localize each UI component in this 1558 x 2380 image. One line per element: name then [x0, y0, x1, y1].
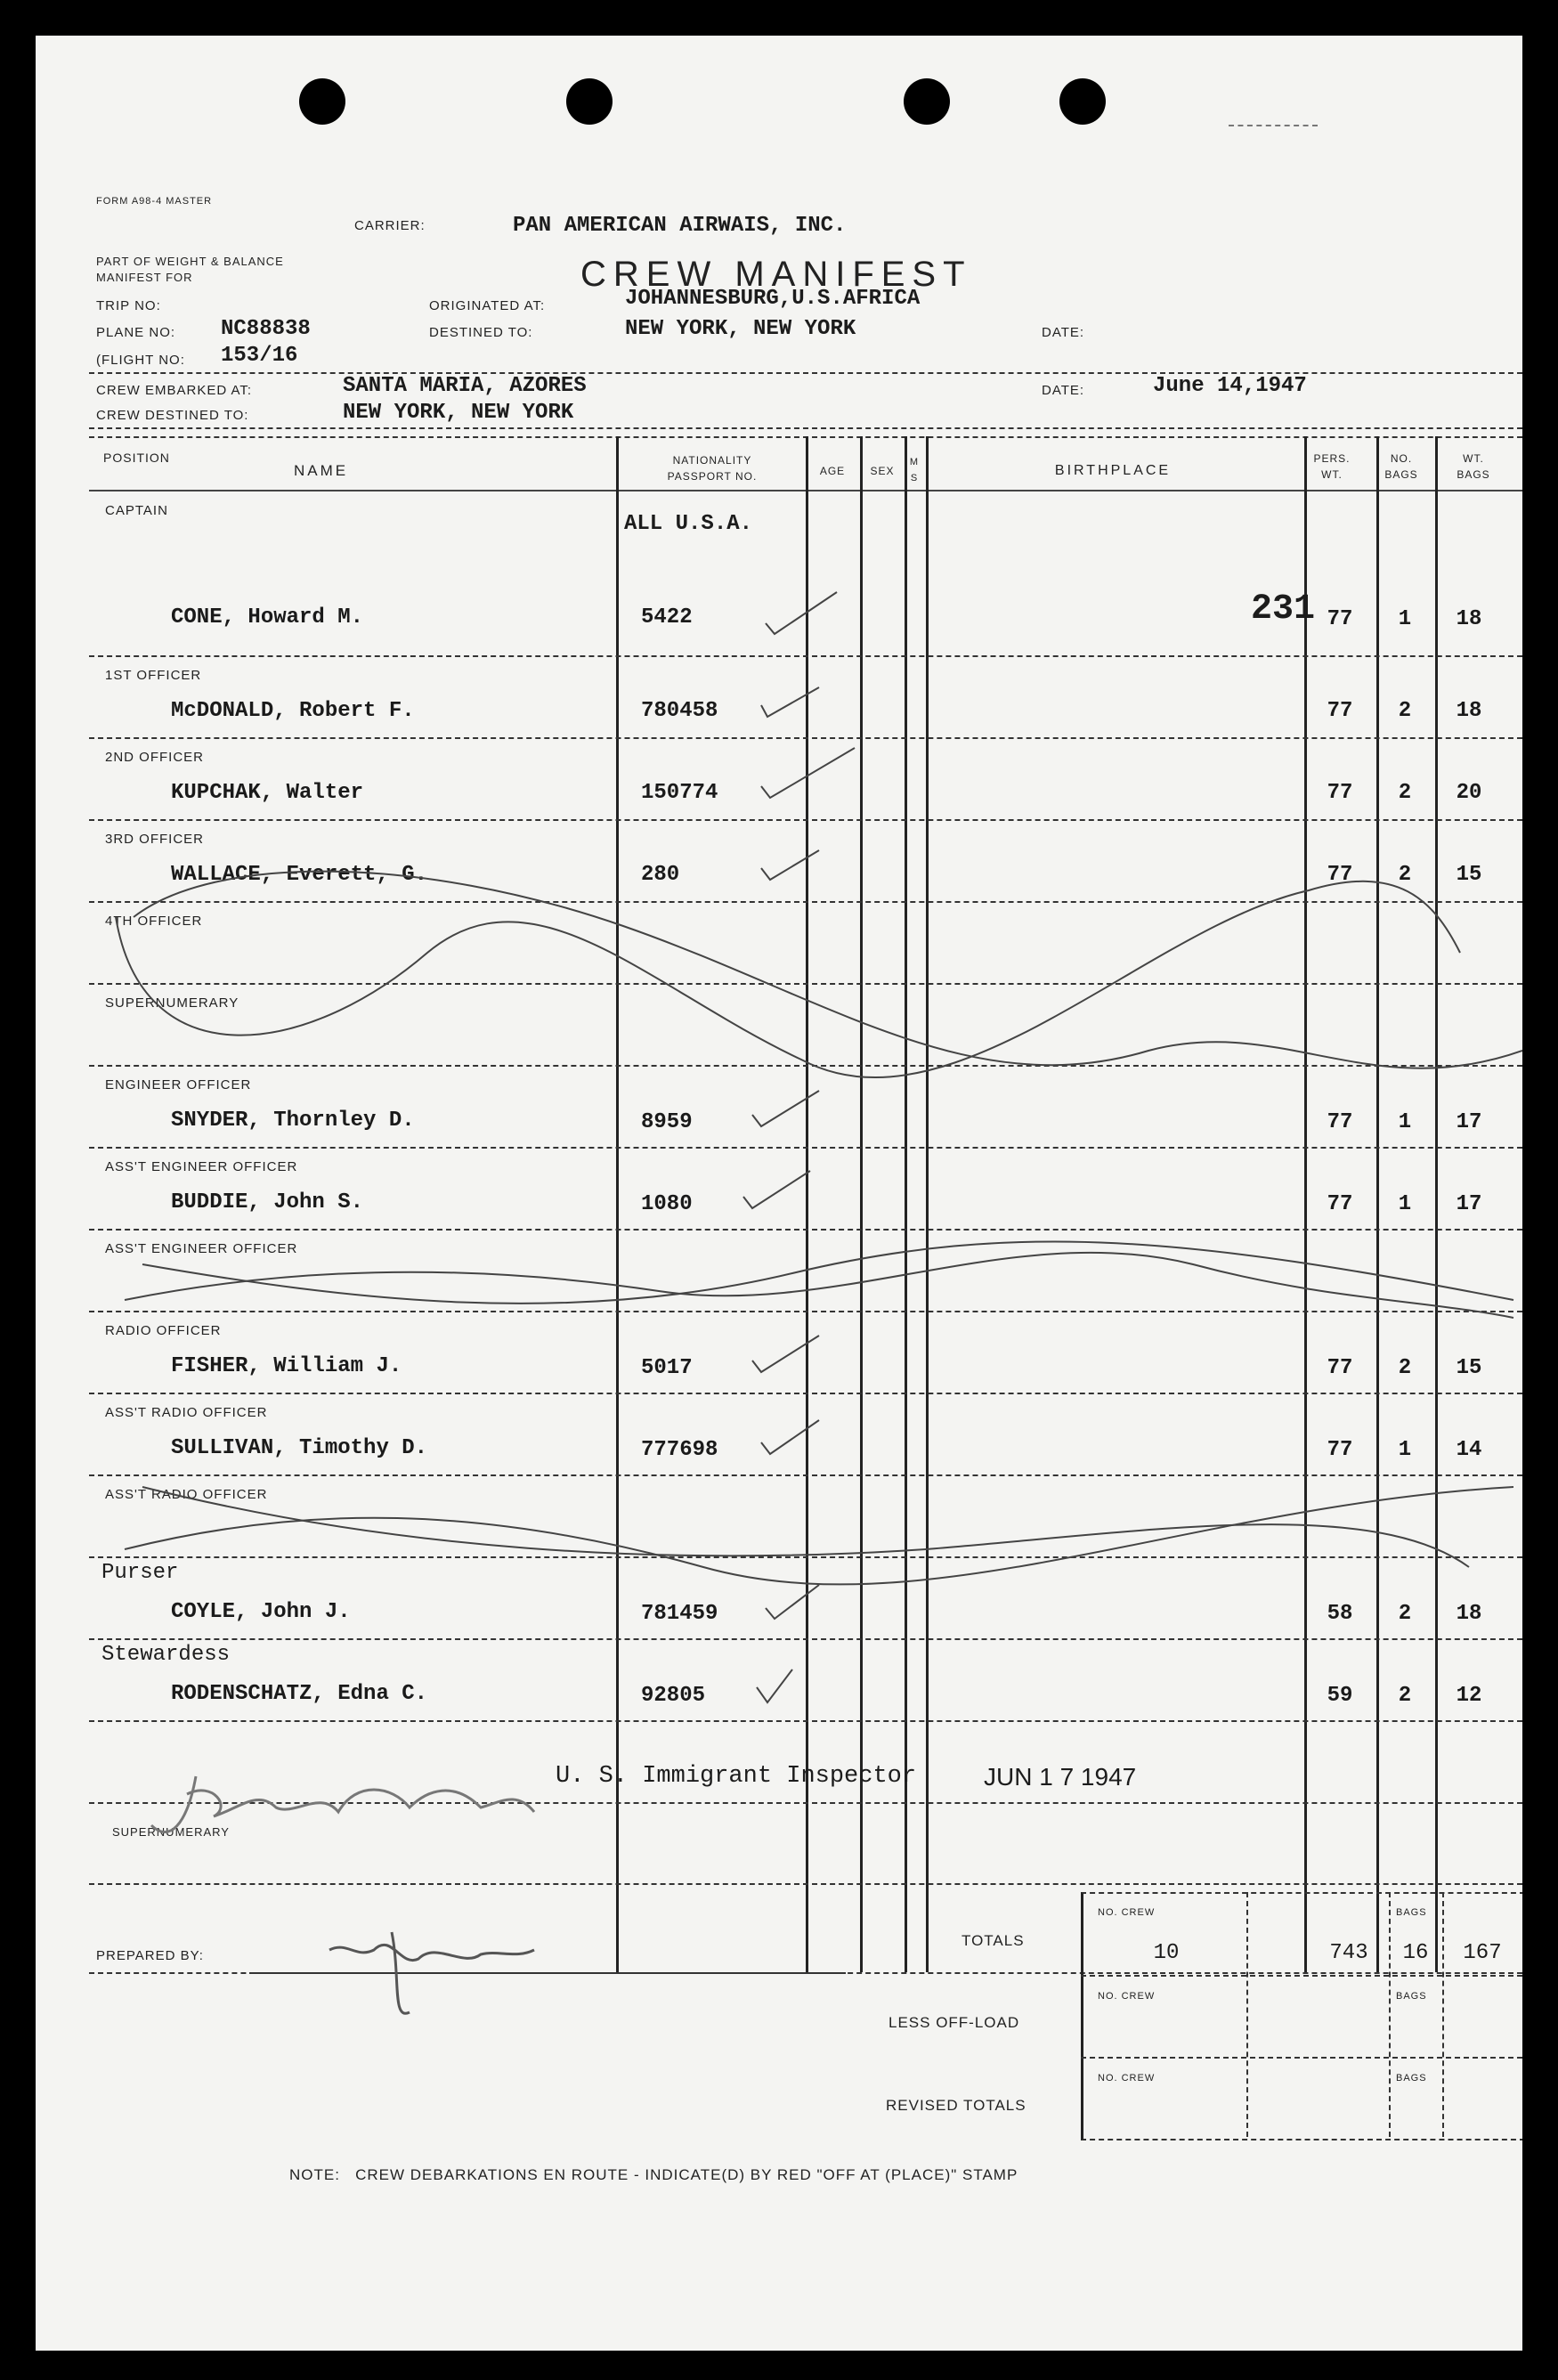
total-crew: 10 [1153, 1941, 1180, 1965]
row-position: 3RD OFFICER [105, 832, 205, 847]
row-pers-wt: 77 [1327, 1192, 1353, 1216]
row-no-bags: 2 [1398, 863, 1412, 887]
row-passport: 781459 [641, 1602, 718, 1626]
cancel-stroke [134, 872, 1522, 1068]
inspector-signature [151, 1776, 534, 1832]
less-no-crew-label: NO. CREW [1098, 1991, 1156, 2002]
col-age: AGE [819, 465, 846, 477]
row-no-bags: 2 [1398, 699, 1412, 723]
col-birthplace: BIRTHPLACE [1054, 463, 1172, 478]
check-mark [761, 687, 819, 717]
check-mark [752, 1336, 819, 1372]
manifest-for-label: MANIFEST FOR [96, 271, 193, 284]
row-position: 4TH OFFICER [105, 914, 203, 929]
inspector-text: U. S. Immigrant Inspector [556, 1763, 917, 1790]
embarked-value: SANTA MARIA, AZORES [343, 374, 587, 398]
col-position: POSITION [103, 451, 170, 465]
annotation-231: 231 [1251, 589, 1316, 630]
row-wt-bags: 12 [1456, 1684, 1482, 1708]
row-pers-wt: 77 [1327, 1110, 1353, 1134]
total-wt: 743 [1329, 1941, 1368, 1965]
row-no-bags: 1 [1398, 607, 1412, 631]
row-passport: 8959 [641, 1110, 693, 1134]
check-mark [761, 1420, 819, 1454]
carrier-value: PAN AMERICAN AIRWAIS, INC. [513, 214, 847, 238]
plane-no-label: PLANE NO: [96, 325, 176, 340]
row-name: KUPCHAK, Walter [171, 781, 364, 805]
row-pers-wt: 59 [1327, 1684, 1353, 1708]
row-name: WALLACE, Everett, G. [171, 863, 428, 887]
prepared-by-label: PREPARED BY: [96, 1948, 204, 1963]
row-passport: 280 [641, 863, 680, 887]
revised-totals-label: REVISED TOTALS [886, 2097, 1026, 2114]
row-position: SUPERNUMERARY [105, 995, 239, 1011]
col-pers-wt: PERS. WT. [1313, 452, 1351, 481]
row-pers-wt: 58 [1327, 1602, 1353, 1626]
row-position: 2ND OFFICER [105, 750, 205, 765]
manifest-title: CREW MANIFEST [580, 255, 972, 294]
col-nationality: NATIONALITY [672, 454, 752, 467]
row-wt-bags: 15 [1456, 863, 1482, 887]
row-name: CONE, Howard M. [171, 605, 364, 630]
totals-no-crew-label: NO. CREW [1098, 1907, 1156, 1918]
row-name: BUDDIE, John S. [171, 1190, 364, 1214]
row-wt-bags: 18 [1456, 1602, 1482, 1626]
row-no-bags: 2 [1398, 1356, 1412, 1380]
row-position: ASS'T RADIO OFFICER [105, 1487, 268, 1502]
part-of-label: PART OF WEIGHT & BALANCE [96, 255, 284, 268]
row-name: FISHER, William J. [171, 1354, 402, 1378]
row-pers-wt: 77 [1327, 781, 1353, 805]
all-usa: ALL U.S.A. [624, 512, 753, 536]
col-ms: M S [909, 457, 920, 483]
row-position: RADIO OFFICER [105, 1323, 222, 1338]
row-pers-wt: 77 [1327, 1356, 1353, 1380]
row-passport: 1080 [641, 1192, 693, 1216]
date2-label: DATE: [1042, 383, 1085, 398]
row-wt-bags: 17 [1456, 1110, 1482, 1134]
embarked-label: CREW EMBARKED AT: [96, 383, 253, 398]
row-position: ASS'T RADIO OFFICER [105, 1405, 268, 1420]
originated-label: ORIGINATED AT: [429, 298, 546, 313]
row-name: McDONALD, Robert F. [171, 699, 415, 723]
cancel-stroke [125, 1487, 1513, 1584]
row-wt-bags: 18 [1456, 607, 1482, 631]
carrier-label: CARRIER: [354, 218, 426, 233]
row-no-bags: 1 [1398, 1192, 1412, 1216]
row-pers-wt: 77 [1327, 699, 1353, 723]
trip-no-label: TRIP NO: [96, 298, 161, 313]
handwriting-layer [36, 36, 1522, 2351]
destined-value: NEW YORK, NEW YORK [625, 317, 856, 341]
less-bags-label: BAGS [1396, 1991, 1427, 2002]
row-pers-wt: 77 [1327, 1438, 1353, 1462]
form-number: FORM A98-4 MASTER [96, 196, 213, 207]
check-mark [752, 1091, 819, 1126]
check-mark [743, 1171, 810, 1208]
flight-no-label: (FLIGHT NO: [96, 353, 185, 368]
row-wt-bags: 14 [1456, 1438, 1482, 1462]
col-no-bags: NO. BAGS [1384, 452, 1418, 481]
row-passport: 5422 [641, 605, 693, 630]
col-passport: PASSPORT NO. [667, 470, 758, 483]
date-label: DATE: [1042, 325, 1085, 340]
prepared-signature [329, 1932, 534, 2013]
col-name: NAME [294, 462, 349, 479]
check-mark [766, 592, 837, 634]
plane-no-value: NC88838 [221, 317, 311, 341]
col-sex: SEX [870, 465, 895, 477]
row-passport: 92805 [641, 1684, 706, 1708]
totals-label: TOTALS [962, 1932, 1025, 1949]
row-position: 1ST OFFICER [105, 668, 202, 683]
row-wt-bags: 17 [1456, 1192, 1482, 1216]
total-wt-bags: 167 [1463, 1941, 1502, 1965]
flight-no-value: 153/16 [221, 344, 298, 368]
check-mark [761, 748, 855, 798]
row-no-bags: 2 [1398, 781, 1412, 805]
row-name: SNYDER, Thornley D. [171, 1109, 415, 1133]
cancel-stroke [116, 881, 1460, 1077]
check-mark [761, 850, 819, 880]
less-offload-label: LESS OFF-LOAD [889, 2014, 1020, 2031]
row-position: ENGINEER OFFICER [105, 1077, 252, 1093]
row-passport: 150774 [641, 781, 718, 805]
row-wt-bags: 20 [1456, 781, 1482, 805]
crew-destined-label: CREW DESTINED TO: [96, 408, 249, 423]
check-mark [757, 1669, 792, 1702]
row-position: ASS'T ENGINEER OFFICER [105, 1159, 298, 1174]
check-mark [766, 1585, 819, 1619]
row-passport: 5017 [641, 1356, 693, 1380]
row-position: SUPERNUMERARY [112, 1825, 230, 1839]
originated-value: JOHANNESBURG,U.S.AFRICA [625, 287, 921, 311]
row-passport: 780458 [641, 699, 718, 723]
inspector-stamp-date: JUN 1 7 1947 [984, 1763, 1137, 1791]
col-wt-bags: WT. BAGS [1457, 452, 1490, 481]
totals-bags-label: BAGS [1396, 1907, 1427, 1918]
row-pers-wt: 77 [1327, 863, 1353, 887]
cancel-stroke [142, 1487, 1469, 1567]
note: NOTE: CREW DEBARKATIONS EN ROUTE - INDICATE(D) BY RED "OFF AT (PLACE)" STAMP [289, 2166, 1018, 2183]
revised-no-crew-label: NO. CREW [1098, 2073, 1156, 2084]
row-pers-wt: 77 [1327, 607, 1353, 631]
row-position: Stewardess [101, 1643, 231, 1667]
row-passport: 777698 [641, 1438, 718, 1462]
date2-value: June 14,1947 [1153, 374, 1307, 398]
total-bags: 16 [1402, 1941, 1429, 1965]
row-wt-bags: 15 [1456, 1356, 1482, 1380]
revised-bags-label: BAGS [1396, 2073, 1427, 2084]
row-position: ASS'T ENGINEER OFFICER [105, 1241, 298, 1256]
row-wt-bags: 18 [1456, 699, 1482, 723]
row-name: COYLE, John J. [171, 1600, 351, 1624]
row-no-bags: 2 [1398, 1602, 1412, 1626]
row-no-bags: 2 [1398, 1684, 1412, 1708]
row-name: SULLIVAN, Timothy D. [171, 1436, 428, 1460]
row-no-bags: 1 [1398, 1110, 1412, 1134]
destined-label: DESTINED TO: [429, 325, 533, 340]
row-position: Purser [101, 1561, 179, 1585]
row-position: CAPTAIN [105, 503, 168, 518]
manifest-sheet [36, 36, 1522, 2351]
crew-destined-value: NEW YORK, NEW YORK [343, 401, 574, 425]
row-name: RODENSCHATZ, Edna C. [171, 1682, 428, 1706]
row-no-bags: 1 [1398, 1438, 1412, 1462]
